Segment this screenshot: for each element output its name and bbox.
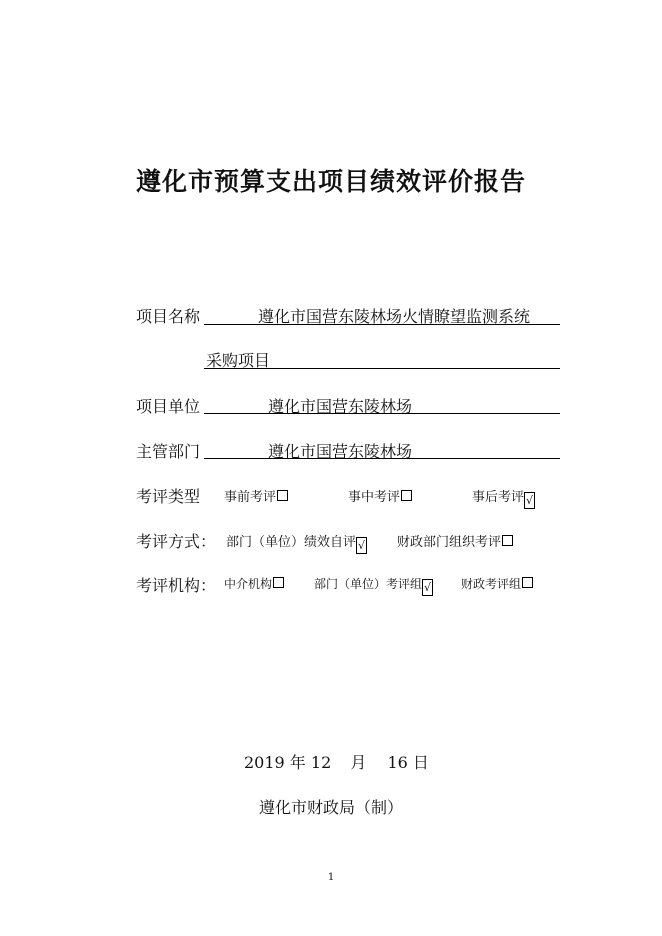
eval-type-option-mid-label: 事中考评: [348, 490, 401, 505]
eval-agency-label: 考评机构：: [136, 576, 217, 595]
project-unit-underline: [204, 413, 560, 414]
eval-method-label: 考评方式：: [136, 532, 217, 551]
eval-agency-option-dept[interactable]: [314, 575, 433, 596]
checkmark-box-icon[interactable]: √: [424, 581, 432, 594]
eval-type-option-post[interactable]: [472, 486, 535, 509]
eval-type-option-post-label: 事后考评: [472, 490, 525, 505]
checkmark-box-icon[interactable]: √: [358, 539, 366, 552]
eval-agency-option-finance-label: 财政考评组: [461, 577, 522, 591]
project-unit-label: 项目单位: [136, 397, 201, 416]
eval-agency-option-finance[interactable]: [461, 575, 533, 592]
eval-agency-option-intermediary-label: 中介机构: [224, 577, 273, 591]
eval-agency-option-intermediary[interactable]: [224, 575, 284, 592]
checkbox-icon[interactable]: [277, 490, 288, 501]
checkbox-icon[interactable]: [401, 490, 412, 501]
report-date: [244, 750, 429, 773]
eval-method-option-finance[interactable]: [397, 531, 513, 550]
date-month-unit: 月: [350, 753, 367, 772]
date-day-unit: 日: [412, 753, 429, 772]
supervising-dept-value: 遵化市国营东陵林场: [268, 442, 413, 461]
project-name-underline-1: [204, 324, 560, 325]
eval-type-option-mid[interactable]: [348, 486, 412, 505]
checkbox-icon[interactable]: [522, 577, 533, 588]
document-title: 遵化市预算支出项目绩效评价报告: [135, 167, 526, 196]
supervising-dept-underline: [204, 458, 560, 459]
eval-method-option-finance-label: 财政部门组织考评: [397, 535, 502, 550]
eval-type-label: 考评类型: [136, 487, 201, 506]
date-year: 2019 年: [244, 753, 306, 772]
project-name-underline-2: [204, 368, 560, 369]
eval-agency-option-dept-label: 部门（单位）考评组: [314, 577, 423, 591]
eval-type-option-pre[interactable]: [224, 486, 288, 505]
checkmark-box-icon[interactable]: √: [526, 494, 534, 507]
eval-type-option-pre-label: 事前考评: [224, 490, 277, 505]
project-name-value: 遵化市国营东陵林场火情瞭望监测系统: [258, 307, 531, 326]
supervising-dept-label: 主管部门: [136, 442, 201, 461]
checkbox-icon[interactable]: [502, 535, 513, 546]
checkbox-icon[interactable]: [273, 577, 284, 588]
issuer: 遵化市财政局（制）: [258, 798, 403, 817]
project-name-value-cont: 采购项目: [206, 351, 271, 370]
project-name-label: 项目名称: [136, 307, 201, 326]
project-unit-value: 遵化市国营东陵林场: [268, 397, 413, 416]
eval-method-option-self-label: 部门（单位）绩效自评: [226, 535, 357, 550]
date-month: 12: [310, 753, 332, 772]
eval-method-option-self[interactable]: [226, 531, 367, 554]
date-day: 16: [387, 753, 408, 772]
page-number: 1: [327, 872, 335, 883]
